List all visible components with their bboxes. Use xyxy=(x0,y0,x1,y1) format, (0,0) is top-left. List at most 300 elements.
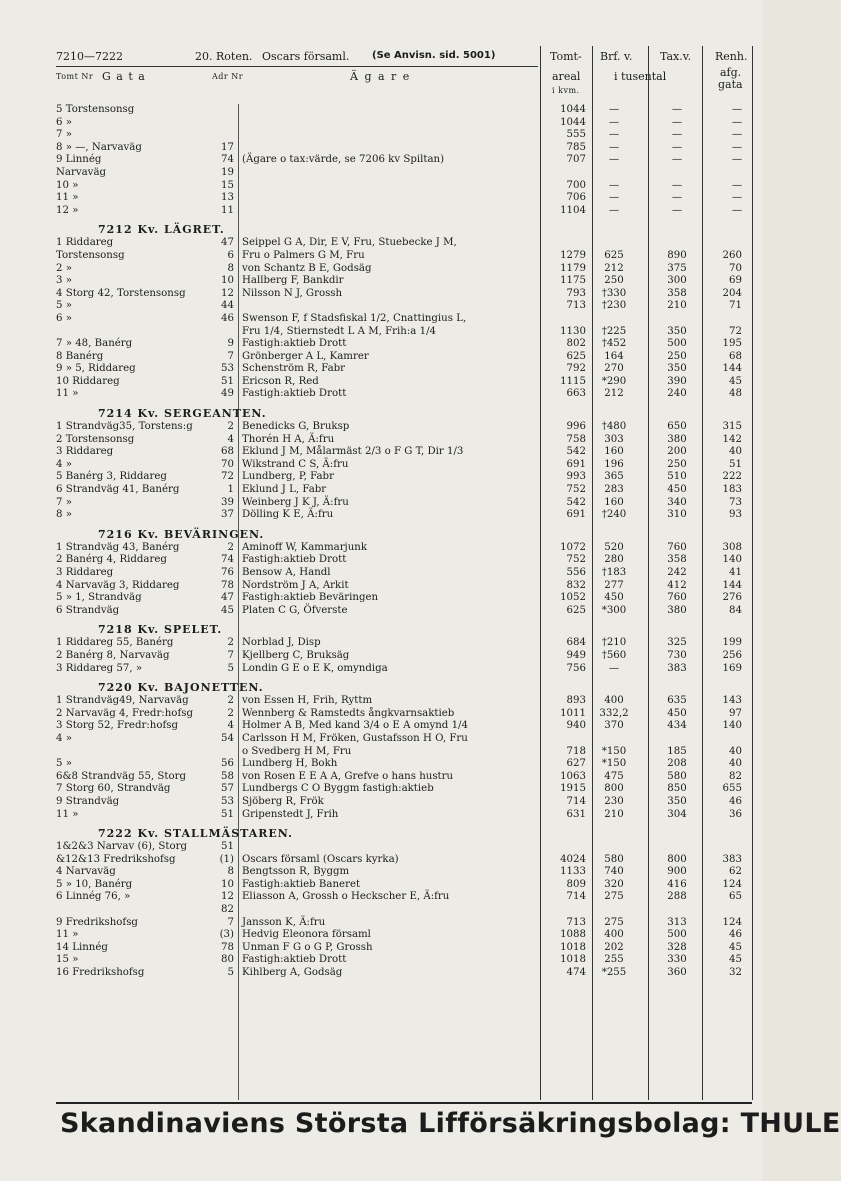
site-area: 1044 xyxy=(560,104,586,115)
property-row xyxy=(0,205,762,218)
address-number: 46 xyxy=(221,312,234,324)
tax-value: 330 xyxy=(667,954,687,966)
street-address: 6&8 Strandväg 55, Storg xyxy=(56,770,186,782)
address-number: 37 xyxy=(221,509,234,521)
tax-value: 500 xyxy=(667,338,687,350)
site-area: 714 xyxy=(566,891,586,903)
fire-insurance-value: — xyxy=(608,204,620,216)
owner-name: Hedvig Eleonora församl xyxy=(242,929,371,941)
fire-insurance-value: 365 xyxy=(604,471,624,483)
tax-value: 800 xyxy=(667,853,687,865)
fire-insurance-value: †560 xyxy=(601,649,627,661)
street-address: 4 » xyxy=(56,732,72,744)
fire-insurance-value: 370 xyxy=(604,720,624,732)
tax-value: — xyxy=(671,104,683,115)
street-cleaning-fee: 71 xyxy=(729,300,742,312)
street-cleaning-fee: 308 xyxy=(722,541,742,553)
block-title: 7218 Kv. SPELET. xyxy=(98,623,223,637)
tax-value: 500 xyxy=(667,929,687,941)
address-number: 54 xyxy=(221,732,234,744)
street-cleaning-fee: 315 xyxy=(722,421,742,433)
property-row xyxy=(0,605,762,618)
street-address: 12 » xyxy=(56,204,79,216)
street-cleaning-fee: 169 xyxy=(722,662,742,674)
street-address: 9 Strandväg xyxy=(56,795,120,807)
fire-insurance-value: 202 xyxy=(604,941,624,953)
fire-insurance-value: †183 xyxy=(601,567,627,578)
fire-insurance-value: †240 xyxy=(601,509,627,521)
fire-insurance-value: *150 xyxy=(601,745,627,757)
street-address: 3 » xyxy=(56,275,72,287)
street-cleaning-fee: — xyxy=(731,204,742,216)
owner-name: Fastigh:aktieb Beväringen xyxy=(242,592,379,604)
site-area: 832 xyxy=(566,579,586,591)
site-area: 1011 xyxy=(560,707,586,719)
tax-value: 450 xyxy=(667,484,687,496)
owner-name: Thorén H A, Ä:fru xyxy=(242,433,335,445)
address-number: 7 xyxy=(227,350,234,362)
property-row xyxy=(0,650,762,663)
site-area: 542 xyxy=(566,496,586,508)
property-row xyxy=(0,142,762,155)
property-row xyxy=(0,879,762,892)
street-address: 1 Strandväg35, Torstens:g xyxy=(56,421,193,433)
tax-value: 242 xyxy=(667,567,687,578)
site-area: 1063 xyxy=(560,770,586,782)
tax-value: 730 xyxy=(667,649,687,661)
street-address: 2 Torstensonsg xyxy=(56,433,135,445)
address-number: 15 xyxy=(221,179,234,191)
street-cleaning-fee: 655 xyxy=(722,783,742,795)
fire-insurance-value: †452 xyxy=(601,338,627,350)
site-area: 1052 xyxy=(560,592,586,604)
address-number: 82 xyxy=(221,904,234,916)
address-number: (1) xyxy=(219,853,234,865)
tax-value: 760 xyxy=(667,592,687,604)
address-number: 1 xyxy=(227,484,234,496)
owner-name: Fastigh:aktieb Drott xyxy=(242,954,347,966)
address-number: 2 xyxy=(227,421,234,433)
site-area: 631 xyxy=(566,808,586,820)
street-cleaning-fee: 124 xyxy=(722,916,742,928)
block-heading xyxy=(0,821,762,841)
site-area: 1088 xyxy=(560,929,586,941)
fire-insurance-value: 800 xyxy=(604,783,624,795)
site-area: 625 xyxy=(566,604,586,616)
site-area: 993 xyxy=(566,471,586,483)
property-row xyxy=(0,783,762,796)
address-number: 45 xyxy=(221,604,234,616)
street-cleaning-fee: 140 xyxy=(722,720,742,732)
street-cleaning-fee: 142 xyxy=(722,433,742,445)
owner-name: Fru o Palmers G M, Fru xyxy=(242,249,365,261)
tax-value: 310 xyxy=(667,509,687,521)
owner-name: Kjellberg C, Bruksäg xyxy=(242,649,350,661)
property-row xyxy=(0,250,762,263)
address-number: 8 xyxy=(227,866,234,878)
property-row xyxy=(0,542,762,555)
fire-insurance-value: 250 xyxy=(604,275,624,287)
street-cleaning-fee: 84 xyxy=(729,604,742,616)
property-row xyxy=(0,809,762,822)
street-cleaning-fee: 72 xyxy=(729,325,742,337)
site-area: 1130 xyxy=(560,325,586,337)
street-address: 7 » 48, Banérg xyxy=(56,338,133,350)
fire-insurance-value: — xyxy=(608,129,620,141)
tax-value: 390 xyxy=(667,375,687,387)
footer-rule xyxy=(56,1102,752,1104)
owner-name: Fastigh:aktieb Baneret xyxy=(242,878,361,890)
street-cleaning-fee: 32 xyxy=(729,967,742,979)
tax-value: 580 xyxy=(667,770,687,782)
address-number: 47 xyxy=(221,237,234,249)
street-cleaning-fee: 73 xyxy=(729,496,742,508)
site-area: 707 xyxy=(566,154,586,166)
street-address: 7 Storg 60, Strandväg xyxy=(56,783,171,795)
tax-value: 200 xyxy=(667,446,687,458)
site-area: 691 xyxy=(566,509,586,521)
tax-value: 383 xyxy=(667,662,687,674)
fire-insurance-value: — xyxy=(608,179,620,191)
block-heading xyxy=(0,522,762,542)
street-cleaning-fee: — xyxy=(731,129,742,141)
owner-name: Carlsson H M, Fröken, Gustafsson H O, Fru xyxy=(242,732,468,744)
fire-insurance-value: †330 xyxy=(601,287,627,299)
fire-insurance-value: 275 xyxy=(604,916,624,928)
owner-name: Nordström J A, Arkit xyxy=(242,579,349,591)
site-area: 474 xyxy=(566,967,586,979)
property-row xyxy=(0,580,762,593)
tax-value: 416 xyxy=(667,878,687,890)
reference-label: (Se Anvisn. sid. 5001) xyxy=(372,50,496,61)
site-area: 663 xyxy=(566,388,586,400)
address-number: 74 xyxy=(221,154,234,166)
site-area: 700 xyxy=(566,179,586,191)
address-number: 70 xyxy=(221,458,234,470)
address-number: 10 xyxy=(221,878,234,890)
street-address: 3 Riddareg xyxy=(56,567,114,578)
street-address: 2 » xyxy=(56,262,72,274)
site-area: 1018 xyxy=(560,941,586,953)
fire-insurance-value: 332,2 xyxy=(599,707,629,719)
site-area: 1915 xyxy=(560,783,586,795)
street-address: 6 » xyxy=(56,312,72,324)
owner-name: Unman F G o G P, Grossh xyxy=(242,941,373,953)
street-cleaning-fee: 40 xyxy=(729,745,742,757)
tax-value: 890 xyxy=(667,249,687,261)
tax-value: 328 xyxy=(667,941,687,953)
property-row xyxy=(0,796,762,809)
tax-value: 760 xyxy=(667,541,687,553)
fire-insurance-value: 580 xyxy=(604,853,624,865)
street-cleaning-fee: 222 xyxy=(722,471,742,483)
property-row xyxy=(0,695,762,708)
street-address: 1&2&3 Narvav (6), Storg xyxy=(56,841,188,853)
property-row xyxy=(0,771,762,784)
fire-insurance-value: *300 xyxy=(601,604,627,616)
tax-value: — xyxy=(671,192,683,204)
owner-name: Lundberg H, Bokh xyxy=(242,758,338,770)
street-address: 11 » xyxy=(56,929,79,941)
fire-insurance-value: — xyxy=(608,104,620,115)
fire-insurance-value: 303 xyxy=(604,433,624,445)
owner-name: Seippel G A, Dir, E V, Fru, Stuebecke J M, xyxy=(242,237,457,249)
fire-insurance-value: 160 xyxy=(604,496,624,508)
address-number: 80 xyxy=(221,954,234,966)
street-cleaning-fee: 143 xyxy=(722,695,742,707)
fire-insurance-value: 230 xyxy=(604,795,624,807)
street-cleaning-fee: 82 xyxy=(729,770,742,782)
site-area: 542 xyxy=(566,446,586,458)
street-address: 7 » xyxy=(56,496,72,508)
property-row xyxy=(0,567,762,580)
property-row xyxy=(0,180,762,193)
address-number: 4 xyxy=(227,720,234,732)
property-row xyxy=(0,733,762,746)
street-cleaning-fee: 195 xyxy=(722,338,742,350)
col-tax: Tax.v. xyxy=(660,50,692,63)
owner-name: Lundberg, P, Fabr xyxy=(242,471,334,483)
street-address: 1 Riddareg xyxy=(56,237,114,249)
site-area: 1175 xyxy=(560,275,586,287)
address-number: 9 xyxy=(227,338,234,350)
fire-insurance-value: 520 xyxy=(604,541,624,553)
owner-name: Nilsson N J, Grossh xyxy=(242,287,343,299)
property-row xyxy=(0,237,762,250)
site-area: 1115 xyxy=(560,375,586,387)
owner-name: Fastigh:aktieb Drott xyxy=(242,388,347,400)
site-area: 809 xyxy=(566,878,586,890)
tax-value: 375 xyxy=(667,262,687,274)
fire-insurance-value: — xyxy=(608,662,620,674)
street-cleaning-fee: 41 xyxy=(729,567,742,578)
street-address: 6 Linnég 76, » xyxy=(56,891,131,903)
site-area: 792 xyxy=(566,363,586,375)
property-row xyxy=(0,891,762,904)
owner-name: Dölling K E, Ä:fru xyxy=(242,509,334,521)
street-address: 3 Riddareg 57, » xyxy=(56,662,143,674)
fire-insurance-value: — xyxy=(608,141,620,153)
block-heading xyxy=(0,617,762,637)
tax-value: 450 xyxy=(667,707,687,719)
tax-value: 380 xyxy=(667,604,687,616)
property-row xyxy=(0,954,762,967)
street-address: 14 Linnég xyxy=(56,941,108,953)
header-rule xyxy=(56,66,538,67)
address-number: 53 xyxy=(221,363,234,375)
street-cleaning-fee: 140 xyxy=(722,554,742,566)
street-address: 8 » —, Narvaväg xyxy=(56,141,142,153)
street-cleaning-fee: 97 xyxy=(729,707,742,719)
property-row xyxy=(0,904,762,917)
street-cleaning-fee: — xyxy=(731,179,742,191)
fire-insurance-value: 400 xyxy=(604,695,624,707)
col-renh-sub: afg. xyxy=(720,66,742,79)
address-number: 12 xyxy=(221,287,234,299)
street-cleaning-fee: — xyxy=(731,154,742,166)
street-cleaning-fee: 260 xyxy=(722,249,742,261)
property-row xyxy=(0,421,762,434)
owner-name: Jansson K, Ä:fru xyxy=(242,916,326,928)
fire-insurance-value: — xyxy=(608,154,620,166)
street-address: 5 » 10, Banérg xyxy=(56,878,133,890)
street-cleaning-fee: 183 xyxy=(722,484,742,496)
tax-value: 900 xyxy=(667,866,687,878)
col-tomt: Tomt- xyxy=(550,50,582,63)
address-number: 2 xyxy=(227,541,234,553)
address-number: 68 xyxy=(221,446,234,458)
fire-insurance-value: 270 xyxy=(604,363,624,375)
address-number: 12 xyxy=(221,891,234,903)
site-area: 752 xyxy=(566,484,586,496)
property-row xyxy=(0,459,762,472)
address-number: 13 xyxy=(221,192,234,204)
tax-value: 850 xyxy=(667,783,687,795)
property-row xyxy=(0,471,762,484)
street-cleaning-fee: 93 xyxy=(729,509,742,521)
tax-value: 350 xyxy=(667,363,687,375)
property-row xyxy=(0,637,762,650)
site-area: 555 xyxy=(566,129,586,141)
col-agare: Ä g a r e xyxy=(350,70,411,83)
owner-name: Weinberg J K J, Ä:fru xyxy=(242,496,349,508)
address-number: 78 xyxy=(221,579,234,591)
owner-name: Swenson F, f Stadsfiskal 1/2, Cnattingius L, xyxy=(242,312,467,324)
property-row xyxy=(0,554,762,567)
street-address: 5 Torstensonsg xyxy=(56,104,135,115)
block-title: 7220 Kv. BAJONETTEN. xyxy=(98,681,264,695)
street-address: 11 » xyxy=(56,192,79,204)
fire-insurance-value: *255 xyxy=(601,967,627,979)
address-number: 51 xyxy=(221,841,234,853)
street-address: 2 Narvaväg 4, Fredr:hofsg xyxy=(56,707,193,719)
street-cleaning-fee: 204 xyxy=(722,287,742,299)
site-area: 893 xyxy=(566,695,586,707)
col-areal-unit: i kvm. xyxy=(552,86,580,95)
fire-insurance-value: 255 xyxy=(604,954,624,966)
address-number: 39 xyxy=(221,496,234,508)
street-address: 11 » xyxy=(56,388,79,400)
property-row xyxy=(0,663,762,676)
property-row xyxy=(0,288,762,301)
site-area: 4024 xyxy=(560,853,586,865)
property-row xyxy=(0,154,762,167)
owner-name: Oscars församl (Oscars kyrka) xyxy=(242,853,399,865)
site-area: 758 xyxy=(566,433,586,445)
property-row xyxy=(0,300,762,313)
address-number: 51 xyxy=(221,375,234,387)
owner-name: Benedicks G, Bruksp xyxy=(242,421,350,433)
street-cleaning-fee: 48 xyxy=(729,388,742,400)
owner-name: Norblad J, Disp xyxy=(242,637,321,649)
site-area: 706 xyxy=(566,192,586,204)
address-number: 2 xyxy=(227,695,234,707)
street-address: 4 Narvaväg xyxy=(56,866,116,878)
tax-value: 635 xyxy=(667,695,687,707)
street-address: 1 Riddareg 55, Banérg xyxy=(56,637,174,649)
property-row xyxy=(0,326,762,339)
owner-name: Fastigh:aktieb Drott xyxy=(242,554,347,566)
block-title: 7222 Kv. STALLMÄSTAREN. xyxy=(98,827,293,841)
street-cleaning-fee: 62 xyxy=(729,866,742,878)
address-number: 56 xyxy=(221,758,234,770)
tax-value: 510 xyxy=(667,471,687,483)
street-cleaning-fee: 256 xyxy=(722,649,742,661)
site-area: 718 xyxy=(566,745,586,757)
address-number: 78 xyxy=(221,941,234,953)
fire-insurance-value: †480 xyxy=(601,421,627,433)
property-row xyxy=(0,376,762,389)
owner-name: Wennberg & Ramstedts ångkvarnsaktieb xyxy=(242,707,455,719)
street-address: 6 Strandväg xyxy=(56,604,120,616)
property-row xyxy=(0,929,762,942)
tax-value: — xyxy=(671,179,683,191)
site-area: 684 xyxy=(566,637,586,649)
property-row xyxy=(0,942,762,955)
street-cleaning-fee: — xyxy=(731,116,742,128)
tax-value: — xyxy=(671,141,683,153)
fire-insurance-value: *290 xyxy=(601,375,627,387)
fire-insurance-value: 277 xyxy=(604,579,624,591)
tax-value: 250 xyxy=(667,458,687,470)
property-row xyxy=(0,338,762,351)
owner-name: von Rosen E E A A, Grefve o hans hustru xyxy=(242,770,454,782)
address-number: 74 xyxy=(221,554,234,566)
street-cleaning-fee: — xyxy=(731,104,742,115)
col-renh-sub2: gata xyxy=(718,78,743,91)
property-row xyxy=(0,275,762,288)
parish-label: Oscars församl. xyxy=(262,50,350,63)
street-cleaning-fee: 383 xyxy=(722,853,742,865)
address-number: 2 xyxy=(227,637,234,649)
property-row xyxy=(0,720,762,733)
address-number: 57 xyxy=(221,783,234,795)
property-row xyxy=(0,758,762,771)
property-row xyxy=(0,104,762,117)
fire-insurance-value: †230 xyxy=(601,300,627,312)
owner-name: Bengtsson R, Byggm xyxy=(242,866,350,878)
owner-name: o Svedberg H M, Fru xyxy=(242,745,352,757)
fire-insurance-value: 400 xyxy=(604,929,624,941)
tax-value: 185 xyxy=(667,745,687,757)
property-row xyxy=(0,446,762,459)
block-heading xyxy=(0,401,762,421)
col-tomt-nr: Tomt Nr xyxy=(56,72,94,81)
fire-insurance-value: 740 xyxy=(604,866,624,878)
street-address: Torstensonsg xyxy=(56,249,125,261)
tax-value: — xyxy=(671,154,683,166)
tax-value: 340 xyxy=(667,496,687,508)
street-address: 1 Strandväg 43, Banérg xyxy=(56,541,180,553)
fire-insurance-value: 212 xyxy=(604,262,624,274)
street-address: 10 Riddareg xyxy=(56,375,120,387)
site-area: 752 xyxy=(566,554,586,566)
site-area: 785 xyxy=(566,141,586,153)
street-cleaning-fee: 45 xyxy=(729,941,742,953)
fire-insurance-value: 212 xyxy=(604,388,624,400)
street-address: 9 » 5, Riddareg xyxy=(56,363,136,375)
site-area: 1179 xyxy=(560,262,586,274)
tax-value: 412 xyxy=(667,579,687,591)
address-number: 5 xyxy=(227,662,234,674)
fire-insurance-value: 625 xyxy=(604,249,624,261)
street-address: 2 Banérg 8, Narvaväg xyxy=(56,649,170,661)
street-address: 4 Narvaväg 3, Riddareg xyxy=(56,579,180,591)
owner-name: von Schantz B E, Godsäg xyxy=(242,262,372,274)
owner-name: Gripenstedt J, Frih xyxy=(242,808,339,820)
tax-value: 325 xyxy=(667,637,687,649)
street-address: 2 Banérg 4, Riddareg xyxy=(56,554,167,566)
